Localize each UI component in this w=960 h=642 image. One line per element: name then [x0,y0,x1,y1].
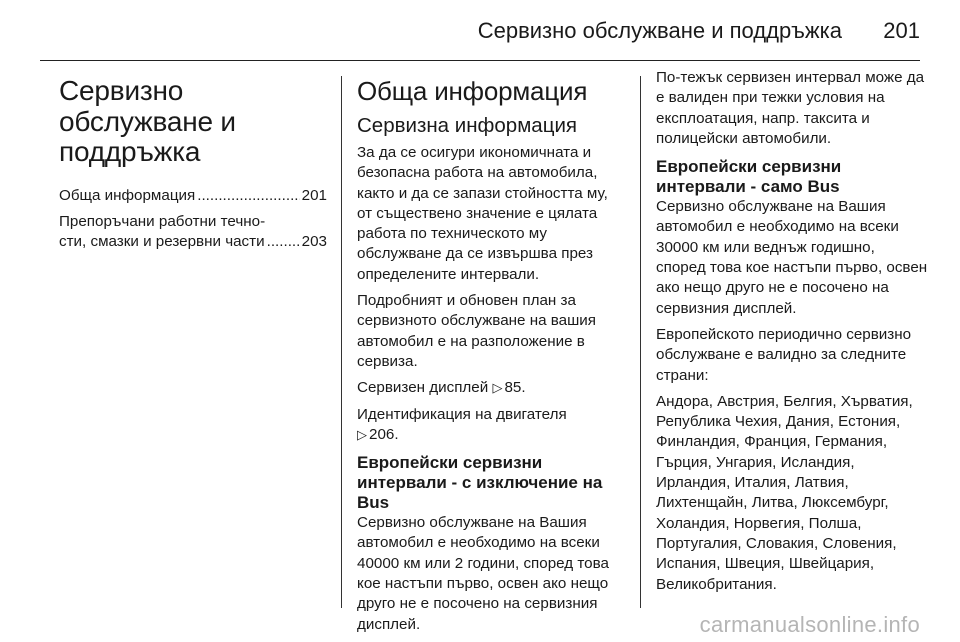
toc-entry-text: Обща информация [59,186,196,204]
reference-page: 85. [504,379,526,397]
watermark: carmanualsonline.info [699,612,920,637]
reference-text: Сервизен дисплей [357,379,489,397]
paragraph: Подробният и обновен план за сервизното обслужване на вашия автомобил е на разположение в сервиза. [357,292,596,370]
country-list: Андора, Австрия, Белгия, Хърватия, Република Чехия, Дания, Естония, Финландия, Франция, Германия, Гърция, Унгария, Исландия, Ирландия, Италия, Латвия, Лихтенщайн, Литва, Люксембург, Холандия, Норвегия, Полша, Португалия, Словакия, Словения, Испания, Швеция, Швейцария, Великобритания. [656,392,913,593]
paragraph: Европейското периодично сервизно обслужване е валидно за следните страни: [656,325,912,384]
paragraph: Сервизно обслужване на Вашия автомобил е необходимо на всеки 30000 км или веднъж годишно, според това кое настъпи първо, освен ако нещо друго не е посочено на сервизния дисплей. [656,198,928,317]
toc-entry-text-line2: сти, смазки и резервни части [59,233,265,251]
heading-line: Bus [357,493,390,513]
toc-entry-page: 203 [301,233,327,251]
column-divider-right [640,76,641,608]
reference-arrow-icon: ▷ [357,426,367,442]
column-divider-left [341,76,342,608]
heading-line: Европейски сервизни [656,157,842,177]
toc-entry-text-line1: Препоръчани работни течно- [59,212,266,230]
paragraph: Сервизно обслужване на Вашия автомобил е необходимо на всеки 40000 км или 2 години, според това кое настъпи първо, освен ако нещо друго не е посочено на сервизния дисплей. [357,514,609,633]
right-column [656,68,928,601]
reference-text: Идентификация на двигателя [357,405,567,423]
heading-line: интервали - с изключение на [357,473,603,493]
toc-entry[interactable] [59,186,327,206]
reference-arrow-icon: ▷ [492,380,503,396]
page-header [0,0,960,62]
chapter-title: Сервизно обслужване и поддръжка [59,75,236,167]
subsection-title: Сервизна информация [357,114,577,137]
section-title: Обща информация [357,76,588,106]
header-rule [40,60,920,61]
toc-entry-page: 201 [301,186,327,204]
left-column [59,68,327,258]
cross-reference[interactable] [357,405,627,446]
cross-reference[interactable] [357,378,627,398]
heading-line: интервали - само Bus [656,177,840,197]
header-title: Сервизно обслужване и поддръжка [477,18,842,43]
middle-column [357,68,627,641]
page-number: 201 [883,18,920,43]
heading-line: Европейски сервизни [357,453,543,473]
toc-entry[interactable] [59,212,327,253]
toc-leader [267,232,300,252]
section-heading [656,157,928,197]
paragraph: За да се осигури икономичната и безопасна работа на автомобила, както и да се запази стойността му, от съществено значение е цялата работа по техническото му обслужване да се извършва през определените интервали. [357,144,608,283]
section-heading [357,453,627,513]
paragraph: По-тежък сервизен интервал може да е валиден при тежки условия на експлоатация, напр. таксита и полицейски автомобили. [656,69,925,147]
reference-page: 206. [369,425,399,443]
toc-leader [197,186,299,206]
